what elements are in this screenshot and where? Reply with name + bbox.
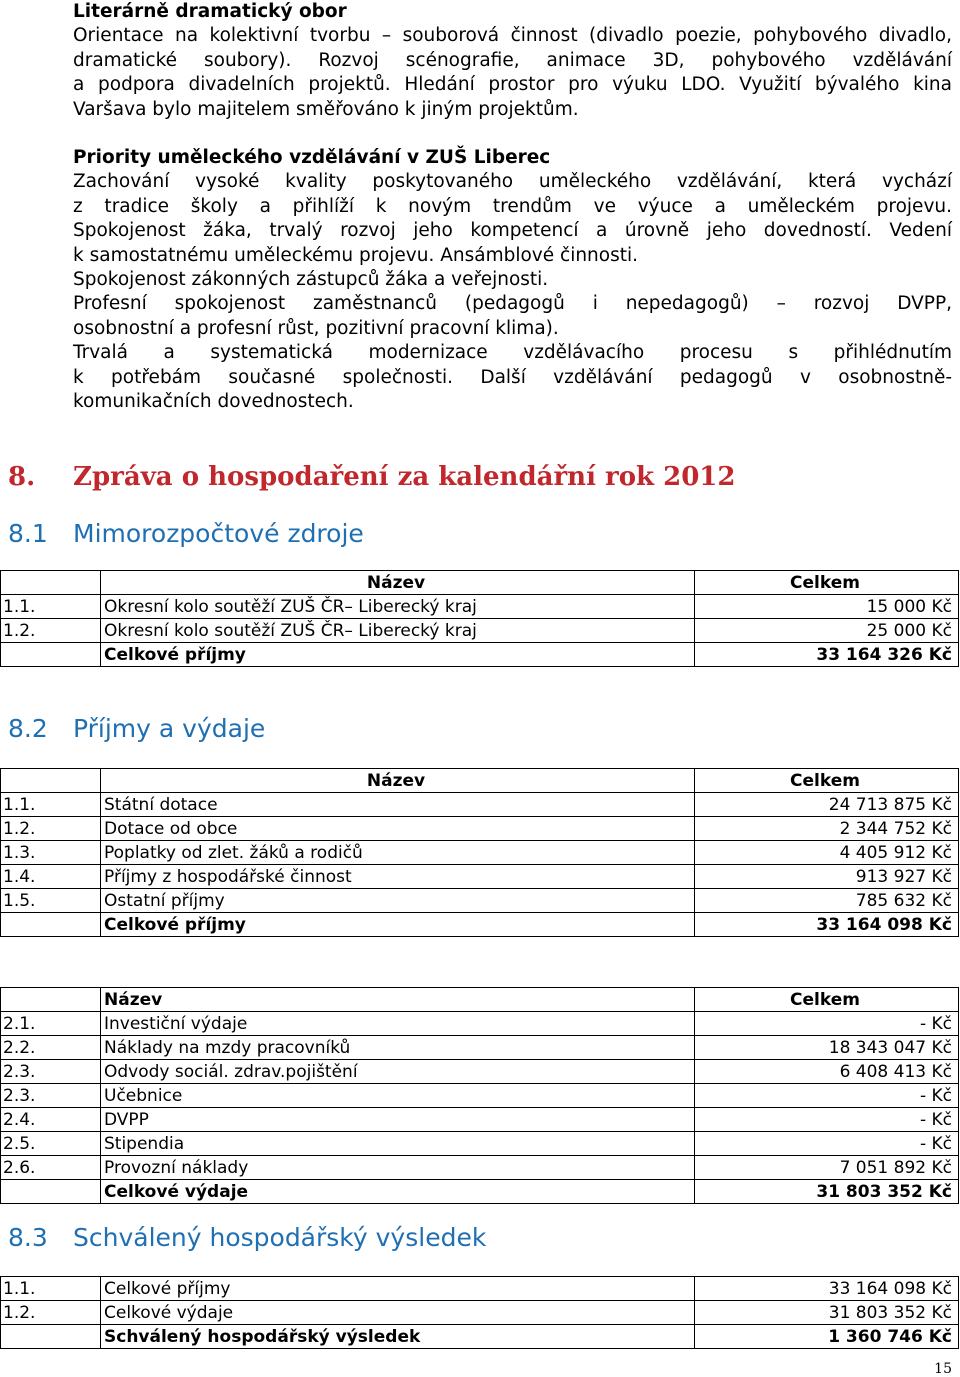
table-row <box>1 865 959 889</box>
literary-line: Orientace na kolektivní tvorbu – souborová činnost (divadlo poezie, pohybového divadlo, <box>73 25 952 47</box>
table-cell <box>1 913 101 937</box>
priorities-section <box>73 146 952 414</box>
row-total: - Kč <box>695 1132 959 1156</box>
row-name: Investiční výdaje <box>101 1012 695 1036</box>
table-row <box>1 817 959 841</box>
row-total: 25 000 Kč <box>695 619 959 643</box>
priorities-line: Profesní spokojenost zaměstnanců (pedagogů i nepedagogů) – rozvoj DVPP, <box>73 293 952 315</box>
table-cell <box>1 571 101 595</box>
table-row <box>1 1132 959 1156</box>
literary-line: Varšava bylo majitelem směřováno k jiným projektům. <box>73 98 579 120</box>
row-id: 2.4. <box>1 1108 101 1132</box>
sum-name: Celkové příjmy <box>101 643 695 667</box>
row-id: 2.2. <box>1 1036 101 1060</box>
row-total: - Kč <box>695 1108 959 1132</box>
chapter-number: 8. <box>8 462 36 492</box>
priorities-line: Spokojenost žáka, trvalý rozvoj jeho kompetencí a úrovně jeho dovedností. Vedení <box>73 220 952 242</box>
row-id: 2.6. <box>1 1156 101 1180</box>
row-total: 15 000 Kč <box>695 595 959 619</box>
row-name: Ostatní příjmy <box>101 889 695 913</box>
subsection-title: Příjmy a výdaje <box>73 714 266 743</box>
table-row <box>1 841 959 865</box>
subsection-number: 8.3 <box>8 1223 48 1252</box>
row-id: 1.4. <box>1 865 101 889</box>
table-extra-budget <box>0 570 959 667</box>
table-income <box>0 768 959 937</box>
table-cell <box>1 1180 101 1204</box>
sum-name: Celkové výdaje <box>101 1180 695 1204</box>
sum-name: Schválený hospodářský výsledek <box>101 1325 695 1349</box>
row-total: 2 344 752 Kč <box>695 817 959 841</box>
table-row <box>1 1156 959 1180</box>
row-total: 6 408 413 Kč <box>695 1060 959 1084</box>
priorities-line: k samostatnému uměleckému projevu. Ansámblové činnosti. <box>73 244 639 266</box>
table-cell <box>1 1325 101 1349</box>
column-header-total: Celkem <box>695 988 959 1012</box>
subsection-title: Mimorozpočtové zdroje <box>73 519 364 548</box>
row-total: 785 632 Kč <box>695 889 959 913</box>
table-sum-row <box>1 1180 959 1204</box>
row-name: Učebnice <box>101 1084 695 1108</box>
priorities-line: Spokojenost zákonných zástupců žáka a veřejnosti. <box>73 269 549 291</box>
table-row <box>1 1301 959 1325</box>
page-number: 15 <box>934 1361 952 1377</box>
table-cell <box>1 988 101 1012</box>
literary-line: a podpora divadelních projektů. Hledání prostor pro výuku LDO. Využití bývalého kina <box>73 74 952 96</box>
table-header-row <box>1 769 959 793</box>
subsection-heading-8-1 <box>8 519 364 548</box>
table-row <box>1 1084 959 1108</box>
row-id: 1.5. <box>1 889 101 913</box>
row-id: 1.1. <box>1 793 101 817</box>
row-name: DVPP <box>101 1108 695 1132</box>
row-name: Odvody sociál. zdrav.pojištění <box>101 1060 695 1084</box>
row-id: 1.3. <box>1 841 101 865</box>
priorities-line: k potřebám současné společnosti. Další vzdělávání pedagogů v osobnostně- <box>73 366 952 388</box>
row-total: 4 405 912 Kč <box>695 841 959 865</box>
row-total: 7 051 892 Kč <box>695 1156 959 1180</box>
chapter-heading <box>8 462 735 492</box>
subsection-number: 8.2 <box>8 714 48 743</box>
literary-title: Literárně dramatický obor <box>73 1 347 22</box>
table-row <box>1 1012 959 1036</box>
row-total: 18 343 047 Kč <box>695 1036 959 1060</box>
row-name: Celkové výdaje <box>101 1301 695 1325</box>
table-row <box>1 889 959 913</box>
row-id: 1.1. <box>1 1277 101 1301</box>
row-id: 1.1. <box>1 595 101 619</box>
table-row <box>1 1108 959 1132</box>
row-name: Dotace od obce <box>101 817 695 841</box>
table-result <box>0 1276 959 1349</box>
row-id: 1.2. <box>1 817 101 841</box>
priorities-line: osobnostní a profesní růst, pozitivní pracovní klima). <box>73 317 559 339</box>
table-cell <box>1 769 101 793</box>
priorities-line: Zachování vysoké kvality poskytovaného uměleckého vzdělávání, která vychází <box>73 171 952 193</box>
column-header-name: Název <box>101 769 695 793</box>
row-name: Náklady na mzdy pracovníků <box>101 1036 695 1060</box>
sum-total: 1 360 746 Kč <box>695 1325 959 1349</box>
row-name: Celkové příjmy <box>101 1277 695 1301</box>
table-sum-row <box>1 643 959 667</box>
table-row <box>1 1277 959 1301</box>
subsection-number: 8.1 <box>8 519 48 548</box>
row-total: 913 927 Kč <box>695 865 959 889</box>
table-row <box>1 793 959 817</box>
table-row <box>1 595 959 619</box>
literary-line: dramatické soubory). Rozvoj scénografie, animace 3D, pohybového vzdělávání <box>73 49 952 71</box>
row-name: Příjmy z hospodářské činnost <box>101 865 695 889</box>
row-name: Stipendia <box>101 1132 695 1156</box>
table-sum-row <box>1 913 959 937</box>
sum-total: 33 164 098 Kč <box>695 913 959 937</box>
table-sum-row <box>1 1325 959 1349</box>
row-total: 24 713 875 Kč <box>695 793 959 817</box>
table-expenses <box>0 987 959 1204</box>
row-id: 1.2. <box>1 1301 101 1325</box>
literary-section <box>73 0 952 122</box>
row-id: 2.3. <box>1 1084 101 1108</box>
priorities-title: Priority uměleckého vzdělávání v ZUŠ Liberec <box>73 147 551 168</box>
row-name: Státní dotace <box>101 793 695 817</box>
row-total: - Kč <box>695 1012 959 1036</box>
subsection-heading-8-3 <box>8 1223 486 1252</box>
priorities-line: Trvalá a systematická modernizace vzdělávacího procesu s přihlédnutím <box>73 342 952 364</box>
subsection-title: Schválený hospodářský výsledek <box>73 1223 487 1252</box>
chapter-title: Zpráva o hospodaření za kalendářní rok 2012 <box>73 462 736 492</box>
row-name: Okresní kolo soutěží ZUŠ ČR– Liberecký kraj <box>101 595 695 619</box>
row-id: 2.3. <box>1 1060 101 1084</box>
subsection-heading-8-2 <box>8 714 265 743</box>
table-row <box>1 1060 959 1084</box>
column-header-name: Název <box>101 988 695 1012</box>
table-header-row <box>1 571 959 595</box>
row-name: Provozní náklady <box>101 1156 695 1180</box>
row-total: - Kč <box>695 1084 959 1108</box>
column-header-total: Celkem <box>695 571 959 595</box>
sum-total: 31 803 352 Kč <box>695 1180 959 1204</box>
sum-total: 33 164 326 Kč <box>695 643 959 667</box>
row-name: Poplatky od zlet. žáků a rodičů <box>101 841 695 865</box>
row-id: 2.5. <box>1 1132 101 1156</box>
priorities-line: komunikačních dovednostech. <box>73 391 354 413</box>
row-name: Okresní kolo soutěží ZUŠ ČR– Liberecký kraj <box>101 619 695 643</box>
sum-name: Celkové příjmy <box>101 913 695 937</box>
row-total: 31 803 352 Kč <box>695 1301 959 1325</box>
column-header-total: Celkem <box>695 769 959 793</box>
row-total: 33 164 098 Kč <box>695 1277 959 1301</box>
column-header-name: Název <box>101 571 695 595</box>
row-id: 1.2. <box>1 619 101 643</box>
table-cell <box>1 643 101 667</box>
table-row <box>1 619 959 643</box>
table-row <box>1 1036 959 1060</box>
table-header-row <box>1 988 959 1012</box>
priorities-line: z tradice školy a přihlíží k novým trendům ve výuce a uměleckém projevu. <box>73 195 952 217</box>
row-id: 2.1. <box>1 1012 101 1036</box>
